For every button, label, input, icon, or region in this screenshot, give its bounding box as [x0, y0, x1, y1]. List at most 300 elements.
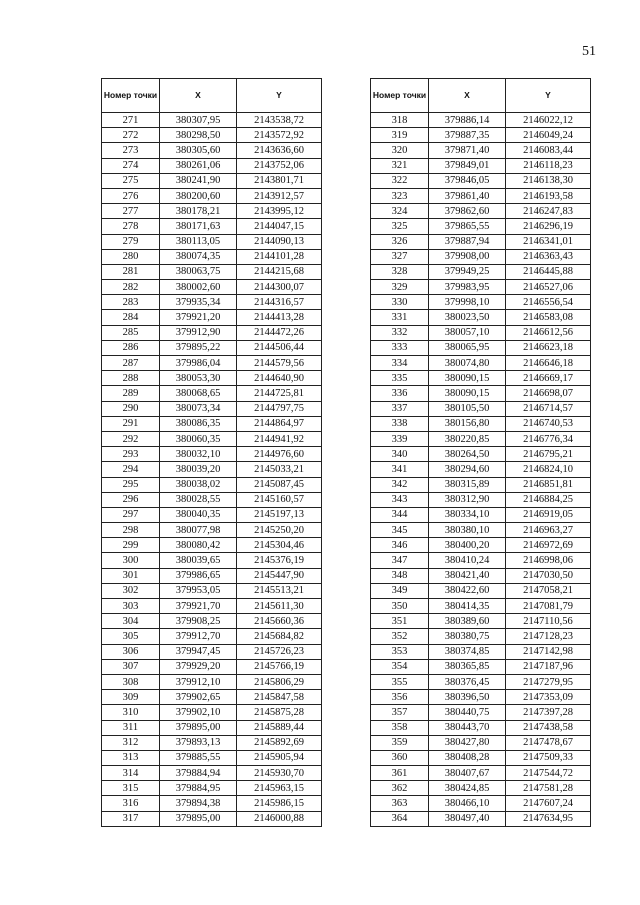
table-row — [371, 674, 591, 689]
cell-x: 380396,50 — [429, 690, 506, 705]
cell-y: 2144047,15 — [237, 219, 322, 234]
cell-x: 380414,35 — [429, 599, 506, 614]
table-row — [371, 781, 591, 796]
cell-y: 2147110,56 — [506, 614, 591, 629]
cell-y: 2145889,44 — [237, 720, 322, 735]
cell-point-number: 273 — [102, 143, 160, 158]
cell-point-number: 321 — [371, 158, 429, 173]
cell-x: 379884,94 — [160, 766, 237, 781]
cell-point-number: 328 — [371, 264, 429, 279]
table-row — [102, 356, 322, 371]
cell-x: 379949,25 — [429, 264, 506, 279]
cell-point-number: 299 — [102, 538, 160, 553]
cell-y: 2145660,36 — [237, 614, 322, 629]
cell-point-number: 282 — [102, 280, 160, 295]
table-row — [371, 750, 591, 765]
cell-point-number: 279 — [102, 234, 160, 249]
cell-point-number: 345 — [371, 523, 429, 538]
cell-x: 380376,45 — [429, 674, 506, 689]
cell-x: 379908,00 — [429, 249, 506, 264]
cell-y: 2145806,29 — [237, 674, 322, 689]
table-row — [371, 204, 591, 219]
table-body-left — [102, 113, 322, 827]
cell-y: 2144506,44 — [237, 340, 322, 355]
cell-point-number: 320 — [371, 143, 429, 158]
table-row — [371, 720, 591, 735]
cell-x: 380241,90 — [160, 173, 237, 188]
cell-point-number: 350 — [371, 599, 429, 614]
cell-x: 380074,80 — [429, 356, 506, 371]
cell-x: 380086,35 — [160, 416, 237, 431]
table-row — [102, 735, 322, 750]
cell-y: 2144472,26 — [237, 325, 322, 340]
cell-x: 379953,05 — [160, 583, 237, 598]
table-row — [102, 674, 322, 689]
cell-x: 379871,40 — [429, 143, 506, 158]
cell-y: 2146963,27 — [506, 523, 591, 538]
table-row — [371, 295, 591, 310]
cell-y: 2144976,60 — [237, 447, 322, 462]
table-row — [371, 507, 591, 522]
cell-point-number: 272 — [102, 128, 160, 143]
cell-point-number: 317 — [102, 811, 160, 826]
table-row — [371, 447, 591, 462]
cell-x: 379908,25 — [160, 614, 237, 629]
cell-point-number: 303 — [102, 599, 160, 614]
cell-y: 2145905,94 — [237, 750, 322, 765]
cell-y: 2147478,67 — [506, 735, 591, 750]
cell-x: 379902,10 — [160, 705, 237, 720]
table-row — [102, 371, 322, 386]
cell-y: 2144215,68 — [237, 264, 322, 279]
cell-y: 2147142,98 — [506, 644, 591, 659]
cell-x: 379849,01 — [429, 158, 506, 173]
header-point-number: Номер точки — [102, 79, 160, 113]
cell-y: 2146296,19 — [506, 219, 591, 234]
table-row — [371, 553, 591, 568]
cell-x: 380039,20 — [160, 462, 237, 477]
cell-y: 2147634,95 — [506, 811, 591, 826]
table-row — [102, 204, 322, 219]
table-header-row — [102, 79, 322, 113]
cell-point-number: 327 — [371, 249, 429, 264]
cell-point-number: 332 — [371, 325, 429, 340]
table-row — [371, 143, 591, 158]
cell-point-number: 275 — [102, 173, 160, 188]
cell-x: 380200,60 — [160, 188, 237, 203]
cell-point-number: 324 — [371, 204, 429, 219]
cell-point-number: 295 — [102, 477, 160, 492]
header-y: Y — [506, 79, 591, 113]
cell-point-number: 362 — [371, 781, 429, 796]
cell-x: 380294,60 — [429, 462, 506, 477]
cell-point-number: 337 — [371, 401, 429, 416]
cell-point-number: 304 — [102, 614, 160, 629]
cell-x: 380023,50 — [429, 310, 506, 325]
cell-x: 379887,35 — [429, 128, 506, 143]
cell-point-number: 331 — [371, 310, 429, 325]
table-row — [102, 340, 322, 355]
cell-point-number: 298 — [102, 523, 160, 538]
table-row — [102, 781, 322, 796]
table-row — [371, 735, 591, 750]
cell-point-number: 356 — [371, 690, 429, 705]
cell-point-number: 322 — [371, 173, 429, 188]
table-row — [102, 523, 322, 538]
cell-y: 2147509,33 — [506, 750, 591, 765]
cell-point-number: 340 — [371, 447, 429, 462]
cell-x: 380261,06 — [160, 158, 237, 173]
cell-y: 2146138,30 — [506, 173, 591, 188]
cell-point-number: 274 — [102, 158, 160, 173]
cell-y: 2146623,18 — [506, 340, 591, 355]
cell-x: 380315,89 — [429, 477, 506, 492]
table-row — [102, 249, 322, 264]
table-row — [371, 188, 591, 203]
cell-y: 2145930,70 — [237, 766, 322, 781]
cell-point-number: 334 — [371, 356, 429, 371]
cell-y: 2145033,21 — [237, 462, 322, 477]
cell-y: 2145376,19 — [237, 553, 322, 568]
cell-y: 2146612,56 — [506, 325, 591, 340]
cell-y: 2144941,92 — [237, 431, 322, 446]
cell-y: 2146341,01 — [506, 234, 591, 249]
cell-y: 2146193,58 — [506, 188, 591, 203]
cell-x: 380156,80 — [429, 416, 506, 431]
cell-point-number: 311 — [102, 720, 160, 735]
table-row — [371, 659, 591, 674]
table-row — [371, 766, 591, 781]
cell-y: 2144413,28 — [237, 310, 322, 325]
table-row — [102, 431, 322, 446]
cell-point-number: 347 — [371, 553, 429, 568]
cell-y: 2144101,28 — [237, 249, 322, 264]
table-row — [371, 158, 591, 173]
header-x: X — [160, 79, 237, 113]
cell-point-number: 293 — [102, 447, 160, 462]
cell-x: 380298,50 — [160, 128, 237, 143]
table-row — [102, 766, 322, 781]
cell-point-number: 355 — [371, 674, 429, 689]
cell-y: 2146445,88 — [506, 264, 591, 279]
cell-x: 379902,65 — [160, 690, 237, 705]
table-row — [102, 720, 322, 735]
table-row — [371, 249, 591, 264]
table-row — [371, 310, 591, 325]
cell-point-number: 308 — [102, 674, 160, 689]
cell-y: 2147081,79 — [506, 599, 591, 614]
cell-y: 2147397,28 — [506, 705, 591, 720]
cell-point-number: 339 — [371, 431, 429, 446]
cell-x: 380171,63 — [160, 219, 237, 234]
cell-x: 380443,70 — [429, 720, 506, 735]
cell-y: 2145986,15 — [237, 796, 322, 811]
table-row — [102, 492, 322, 507]
cell-point-number: 287 — [102, 356, 160, 371]
cell-y: 2146049,24 — [506, 128, 591, 143]
cell-x: 379887,94 — [429, 234, 506, 249]
cell-x: 379885,55 — [160, 750, 237, 765]
cell-x: 379921,70 — [160, 599, 237, 614]
table-row — [102, 507, 322, 522]
table-row — [102, 796, 322, 811]
table-row — [102, 811, 322, 826]
cell-x: 379884,95 — [160, 781, 237, 796]
cell-point-number: 360 — [371, 750, 429, 765]
table-row — [102, 264, 322, 279]
table-row — [102, 188, 322, 203]
cell-point-number: 280 — [102, 249, 160, 264]
table-row — [102, 295, 322, 310]
cell-x: 380427,80 — [429, 735, 506, 750]
cell-x: 379893,13 — [160, 735, 237, 750]
cell-x: 380497,40 — [429, 811, 506, 826]
cell-point-number: 358 — [371, 720, 429, 735]
cell-y: 2146000,88 — [237, 811, 322, 826]
cell-y: 2146083,44 — [506, 143, 591, 158]
cell-y: 2145197,13 — [237, 507, 322, 522]
cell-x: 380090,15 — [429, 371, 506, 386]
cell-y: 2146527,06 — [506, 280, 591, 295]
table-body-right — [371, 113, 591, 827]
cell-y: 2147187,96 — [506, 659, 591, 674]
cell-y: 2146556,54 — [506, 295, 591, 310]
cell-x: 380065,95 — [429, 340, 506, 355]
table-row — [371, 234, 591, 249]
cell-point-number: 335 — [371, 371, 429, 386]
cell-x: 380105,50 — [429, 401, 506, 416]
cell-x: 380068,65 — [160, 386, 237, 401]
cell-x: 379986,04 — [160, 356, 237, 371]
cell-point-number: 315 — [102, 781, 160, 796]
header-point-number: Номер точки — [371, 79, 429, 113]
cell-y: 2145250,20 — [237, 523, 322, 538]
cell-point-number: 271 — [102, 113, 160, 128]
table-row — [102, 659, 322, 674]
cell-x: 379846,05 — [429, 173, 506, 188]
table-row — [371, 538, 591, 553]
cell-y: 2146998,06 — [506, 553, 591, 568]
table-row — [371, 629, 591, 644]
cell-x: 380080,42 — [160, 538, 237, 553]
cell-y: 2145160,57 — [237, 492, 322, 507]
table-row — [102, 113, 322, 128]
cell-point-number: 323 — [371, 188, 429, 203]
cell-point-number: 338 — [371, 416, 429, 431]
table-row — [102, 538, 322, 553]
cell-y: 2145611,30 — [237, 599, 322, 614]
cell-x: 380220,85 — [429, 431, 506, 446]
table-row — [102, 599, 322, 614]
cell-y: 2146919,05 — [506, 507, 591, 522]
cell-point-number: 329 — [371, 280, 429, 295]
cell-y: 2144640,90 — [237, 371, 322, 386]
cell-point-number: 357 — [371, 705, 429, 720]
cell-point-number: 319 — [371, 128, 429, 143]
cell-y: 2144300,07 — [237, 280, 322, 295]
cell-point-number: 306 — [102, 644, 160, 659]
table-row — [371, 690, 591, 705]
cell-point-number: 326 — [371, 234, 429, 249]
table-row — [102, 629, 322, 644]
cell-point-number: 285 — [102, 325, 160, 340]
cell-point-number: 281 — [102, 264, 160, 279]
cell-x: 379929,20 — [160, 659, 237, 674]
table-row — [102, 705, 322, 720]
cell-x: 379865,55 — [429, 219, 506, 234]
table-row — [371, 599, 591, 614]
cell-y: 2143912,57 — [237, 188, 322, 203]
table-row — [371, 340, 591, 355]
table-row — [102, 614, 322, 629]
cell-x: 380307,95 — [160, 113, 237, 128]
cell-x: 380039,65 — [160, 553, 237, 568]
table-row — [102, 234, 322, 249]
cell-y: 2147438,58 — [506, 720, 591, 735]
table-row — [102, 690, 322, 705]
cell-x: 380407,67 — [429, 766, 506, 781]
cell-y: 2143801,71 — [237, 173, 322, 188]
cell-y: 2146022,12 — [506, 113, 591, 128]
cell-y: 2145087,45 — [237, 477, 322, 492]
cell-point-number: 346 — [371, 538, 429, 553]
table-row — [371, 416, 591, 431]
table-row — [102, 416, 322, 431]
cell-point-number: 361 — [371, 766, 429, 781]
cell-point-number: 307 — [102, 659, 160, 674]
cell-y: 2146583,08 — [506, 310, 591, 325]
table-row — [102, 310, 322, 325]
cell-y: 2143995,12 — [237, 204, 322, 219]
cell-y: 2146795,21 — [506, 447, 591, 462]
cell-point-number: 278 — [102, 219, 160, 234]
table-row — [371, 477, 591, 492]
table-row — [102, 553, 322, 568]
header-y: Y — [237, 79, 322, 113]
table-row — [371, 614, 591, 629]
cell-point-number: 283 — [102, 295, 160, 310]
cell-x: 379935,34 — [160, 295, 237, 310]
cell-y: 2145684,82 — [237, 629, 322, 644]
cell-y: 2147581,28 — [506, 781, 591, 796]
cell-x: 380053,30 — [160, 371, 237, 386]
cell-y: 2147544,72 — [506, 766, 591, 781]
table-row — [371, 523, 591, 538]
cell-y: 2147607,24 — [506, 796, 591, 811]
table-row — [371, 113, 591, 128]
cell-y: 2143538,72 — [237, 113, 322, 128]
cell-y: 2143752,06 — [237, 158, 322, 173]
cell-y: 2145766,19 — [237, 659, 322, 674]
cell-y: 2144579,56 — [237, 356, 322, 371]
cell-y: 2145304,46 — [237, 538, 322, 553]
table-row — [102, 750, 322, 765]
table-row — [371, 431, 591, 446]
cell-x: 380032,10 — [160, 447, 237, 462]
cell-point-number: 344 — [371, 507, 429, 522]
cell-point-number: 297 — [102, 507, 160, 522]
cell-y: 2147030,50 — [506, 568, 591, 583]
cell-x: 379894,38 — [160, 796, 237, 811]
cell-y: 2146714,57 — [506, 401, 591, 416]
cell-x: 380466,10 — [429, 796, 506, 811]
table-row — [102, 219, 322, 234]
table-header-row — [371, 79, 591, 113]
cell-y: 2146824,10 — [506, 462, 591, 477]
cell-x: 380178,21 — [160, 204, 237, 219]
cell-x: 380057,10 — [429, 325, 506, 340]
table-row — [102, 462, 322, 477]
cell-point-number: 276 — [102, 188, 160, 203]
cell-point-number: 351 — [371, 614, 429, 629]
cell-point-number: 289 — [102, 386, 160, 401]
cell-y: 2146118,23 — [506, 158, 591, 173]
coordinates-table-right — [370, 78, 591, 827]
table-row — [102, 280, 322, 295]
cell-point-number: 352 — [371, 629, 429, 644]
cell-point-number: 359 — [371, 735, 429, 750]
table-row — [102, 568, 322, 583]
cell-x: 380060,35 — [160, 431, 237, 446]
table-row — [102, 128, 322, 143]
table-row — [371, 644, 591, 659]
cell-point-number: 333 — [371, 340, 429, 355]
cell-y: 2143636,60 — [237, 143, 322, 158]
table-row — [102, 447, 322, 462]
table-row — [102, 325, 322, 340]
cell-point-number: 312 — [102, 735, 160, 750]
cell-x: 380422,60 — [429, 583, 506, 598]
cell-point-number: 364 — [371, 811, 429, 826]
cell-x: 380002,60 — [160, 280, 237, 295]
cell-point-number: 310 — [102, 705, 160, 720]
cell-y: 2146363,43 — [506, 249, 591, 264]
cell-x: 379986,65 — [160, 568, 237, 583]
cell-y: 2146740,53 — [506, 416, 591, 431]
page-number: 51 — [582, 44, 596, 59]
cell-x: 379983,95 — [429, 280, 506, 295]
table-row — [102, 401, 322, 416]
table-row — [371, 325, 591, 340]
cell-point-number: 291 — [102, 416, 160, 431]
cell-x: 380365,85 — [429, 659, 506, 674]
cell-x: 379895,22 — [160, 340, 237, 355]
table-row — [371, 568, 591, 583]
cell-x: 379861,40 — [429, 188, 506, 203]
cell-point-number: 336 — [371, 386, 429, 401]
table-row — [371, 371, 591, 386]
table-row — [371, 219, 591, 234]
cell-y: 2146646,18 — [506, 356, 591, 371]
cell-x: 379895,00 — [160, 811, 237, 826]
table-row — [371, 386, 591, 401]
cell-y: 2145875,28 — [237, 705, 322, 720]
cell-x: 380400,20 — [429, 538, 506, 553]
cell-y: 2144797,75 — [237, 401, 322, 416]
cell-x: 379862,60 — [429, 204, 506, 219]
cell-y: 2147058,21 — [506, 583, 591, 598]
cell-point-number: 294 — [102, 462, 160, 477]
cell-point-number: 316 — [102, 796, 160, 811]
cell-x: 379947,45 — [160, 644, 237, 659]
cell-y: 2147353,09 — [506, 690, 591, 705]
cell-y: 2144316,57 — [237, 295, 322, 310]
cell-x: 379912,90 — [160, 325, 237, 340]
table-row — [102, 477, 322, 492]
cell-x: 380380,75 — [429, 629, 506, 644]
table-row — [371, 280, 591, 295]
cell-point-number: 301 — [102, 568, 160, 583]
